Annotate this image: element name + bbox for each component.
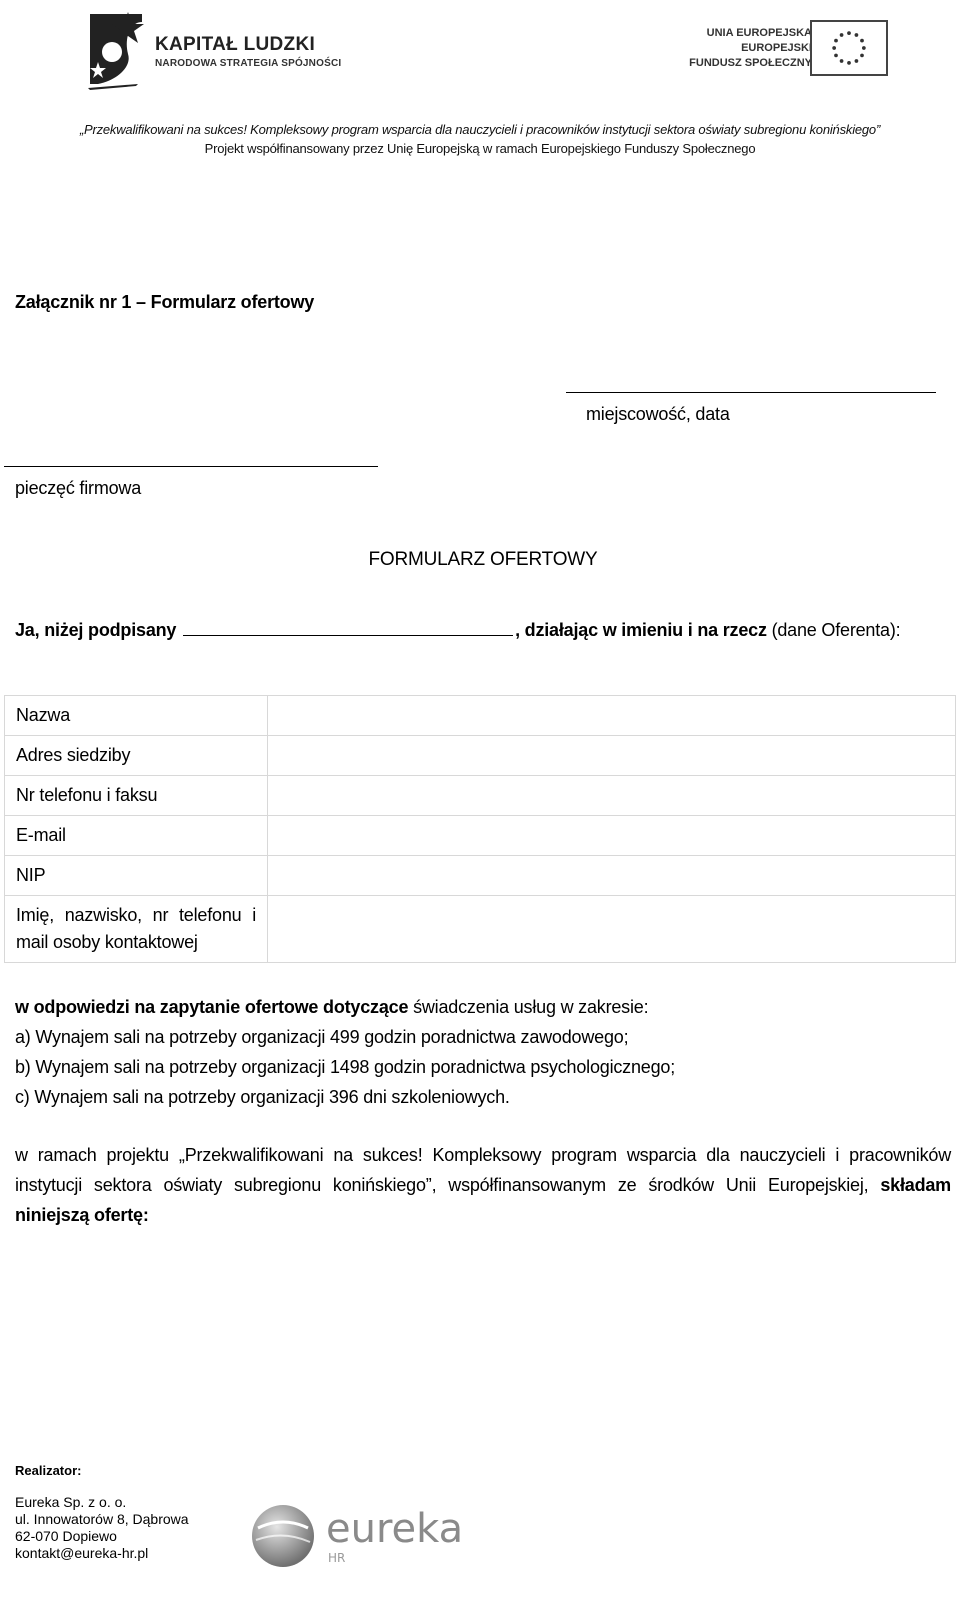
place-date-label: miejscowość, data: [586, 404, 730, 424]
eureka-logo-text: eureka: [326, 1506, 464, 1552]
realizator-label: Realizator:: [15, 1463, 82, 1478]
row-label: E-mail: [5, 816, 268, 856]
annex-title: Załącznik nr 1 – Formularz ofertowy: [15, 292, 315, 312]
response-section: [15, 992, 950, 1112]
row-value-cell[interactable]: [268, 856, 956, 896]
row-label-line: Imię, nazwisko, nr telefonu i: [16, 905, 256, 925]
table-row: [5, 696, 956, 736]
intro-sentence: [15, 620, 900, 641]
seal-label: pieczęć firmowa: [15, 478, 142, 498]
place-date-line: [566, 392, 936, 393]
row-label-line: mail osoby kontaktowej: [16, 932, 198, 952]
row-label: Nazwa: [5, 696, 268, 736]
table-row: [5, 856, 956, 896]
project-text: w ramach projektu „Przekwalifikowani na sukces! Kompleksowy program wsparcia dla nauczycieli i pracowników instytucji sektora oświaty subregionu konińskiego”, współfinansowanym ze środków Unii Europejskiej,: [15, 1145, 951, 1195]
list-item: c) Wynajem sali na potrzeby organizacji 396 dni szkoleniowych.: [15, 1087, 510, 1107]
row-value-cell[interactable]: [268, 896, 956, 963]
eureka-logo-sub: HR: [328, 1551, 346, 1565]
address-line: 62-070 Dopiewo: [15, 1528, 117, 1544]
row-label: Adres siedziby: [5, 736, 268, 776]
row-value-cell[interactable]: [268, 696, 956, 736]
table-row: [5, 736, 956, 776]
intro-bold-1: Ja, niżej podpisany: [15, 620, 177, 640]
address-line: ul. Innowatorów 8, Dąbrowa: [15, 1511, 189, 1527]
project-paragraph: [15, 1140, 951, 1230]
ue-line: UNIA EUROPEJSKA: [706, 27, 812, 39]
seal-line: [4, 466, 378, 467]
row-label: NIP: [5, 856, 268, 896]
response-lead: [15, 992, 950, 1022]
list-item: b) Wynajem sali na potrzeby organizacji 1498 godzin poradnictwa psychologicznego;: [15, 1057, 676, 1077]
kapital-ludzki-subtitle: NARODOWA STRATEGIA SPÓJNOŚCI: [155, 58, 342, 69]
project-bold: składam niniejszą ofertę:: [15, 1175, 951, 1225]
offeror-data-table: [4, 695, 956, 963]
project-tagline: „Przekwalifikowani na sukces! Kompleksowy program wsparcia dla nauczycieli i pracowników instytucji sektora oświaty subregionu konińskiego”: [79, 122, 881, 137]
row-value-cell[interactable]: [268, 776, 956, 816]
row-label-contact: [5, 896, 268, 963]
list-item: a) Wynajem sali na potrzeby organizacji 499 godzin poradnictwa zawodowego;: [15, 1027, 629, 1047]
address-line: Eureka Sp. z o. o.: [15, 1494, 127, 1510]
eureka-logo: [250, 1498, 500, 1573]
form-title: FORMULARZ OFERTOWY: [368, 549, 598, 570]
row-value-cell[interactable]: [268, 736, 956, 776]
address-block: [15, 1494, 189, 1562]
row-value-cell[interactable]: [268, 816, 956, 856]
response-normal: świadczenia usług w zakresie:: [408, 997, 649, 1017]
response-bold: w odpowiedzi na zapytanie ofertowe dotyczące: [15, 997, 409, 1017]
table-row: [5, 776, 956, 816]
ue-line: FUNDUSZ SPOŁECZNY: [689, 57, 812, 69]
kapital-ludzki-title: KAPITAŁ LUDZKI: [155, 34, 316, 55]
eu-flag-icon: [810, 20, 888, 76]
intro-normal: (dane Oferenta):: [766, 620, 901, 640]
ue-line: EUROPEJSKI: [741, 42, 812, 54]
ue-text-block: [689, 26, 812, 71]
address-line: kontakt@eureka-hr.pl: [15, 1545, 149, 1561]
cofinancing-note: Projekt współfinansowany przez Unię Europejską w ramach Europejskiego Funduszy Społecznego: [204, 141, 756, 156]
intro-bold-2: , działając w imieniu i na rzecz: [515, 620, 767, 640]
signer-name-blank[interactable]: [183, 621, 513, 636]
table-row: [5, 816, 956, 856]
row-label: Nr telefonu i faksu: [5, 776, 268, 816]
table-row: [5, 896, 956, 963]
